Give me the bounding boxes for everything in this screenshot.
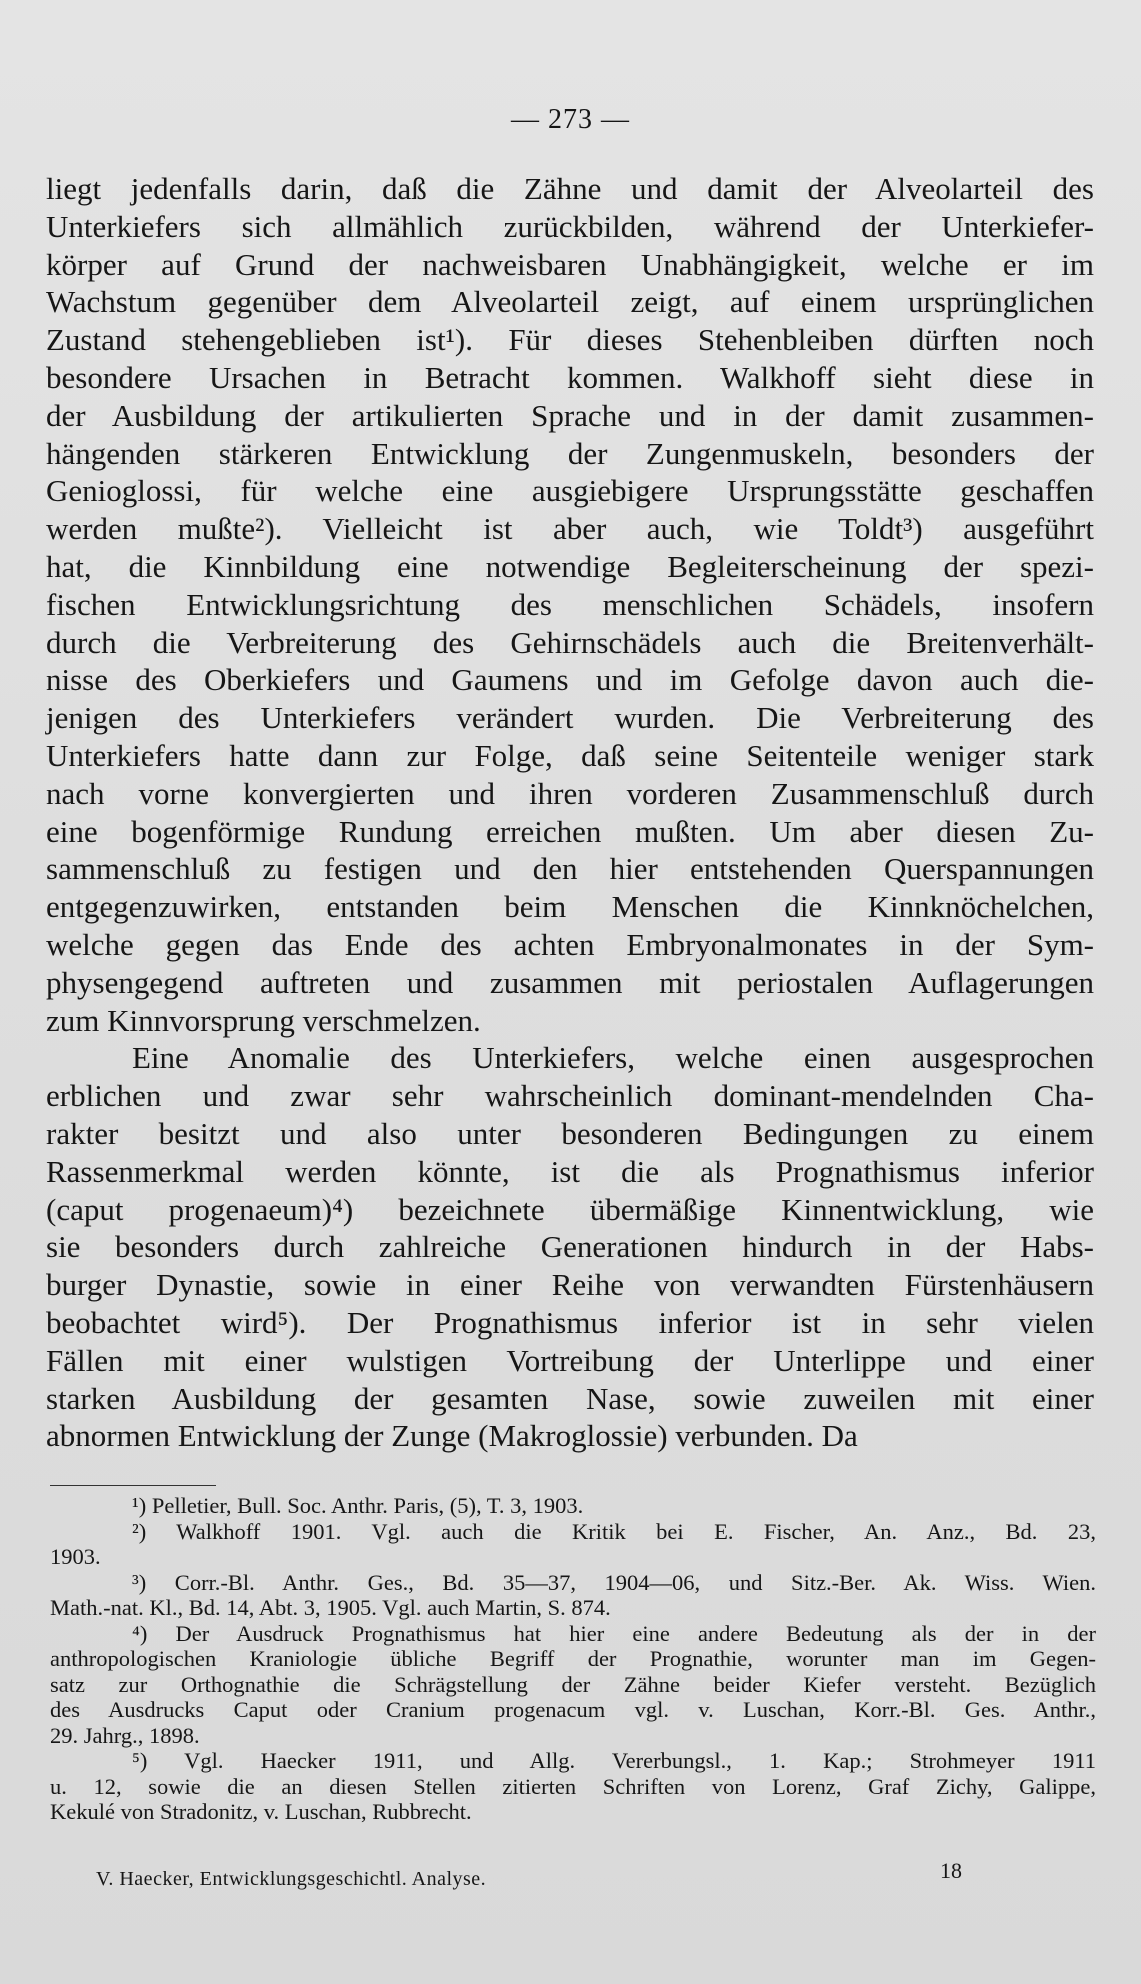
- paragraph-2: [46, 1039, 1094, 1455]
- p1-line: eine bogenförmige Rundung erreichen mußten. Um aber diesen Zu-: [46, 813, 1094, 849]
- footnote-line: ⁵) Vgl. Haecker 1911, und Allg. Vererbungsl., 1. Kap.; Strohmeyer 1911: [132, 1748, 1096, 1773]
- footnote-line: des Ausdrucks Caput oder Cranium progenacum vgl. v. Luschan, Korr.-Bl. Ges. Anthr.,: [50, 1697, 1096, 1722]
- footnote-rule: [50, 1485, 216, 1486]
- footnotes: [50, 1493, 1096, 1825]
- p1-line: nisse des Oberkiefers und Gaumens und im Gefolge davon auch die-: [46, 662, 1094, 698]
- footnote-line: u. 12, sowie die an diesen Stellen zitierten Schriften von Lorenz, Graf Zichy, Galippe,: [50, 1773, 1096, 1799]
- footnote-line: 1903.: [50, 1544, 101, 1569]
- p2-line: abnormen Entwicklung der Zunge (Makroglossie) verbunden. Da: [46, 1418, 858, 1454]
- footnote-line: Kekulé von Stradonitz, v. Luschan, Rubbrecht.: [50, 1799, 472, 1824]
- p2-line: erblichen und zwar sehr wahrscheinlich dominant-mendelnden Cha-: [46, 1078, 1094, 1114]
- p2-line: Eine Anomalie des Unterkiefers, welche einen ausgesprochen: [132, 1040, 1094, 1076]
- paragraph-1: [46, 170, 1094, 1039]
- footnote-line: ¹) Pelletier, Bull. Soc. Anthr. Paris, (5), T. 3, 1903.: [132, 1493, 584, 1518]
- p1-line: nach vorne konvergierten und ihren vorderen Zusammenschluß durch: [46, 775, 1094, 811]
- sheet-number: 18: [940, 1858, 962, 1883]
- signature-line: V. Haecker, Entwicklungsgeschichtl. Analyse.: [96, 1868, 487, 1890]
- p1-line: hat, die Kinnbildung eine notwendige Begleiterscheinung der spezi-: [46, 548, 1094, 584]
- p1-line: liegt jedenfalls darin, daß die Zähne und damit der Alveolarteil des: [46, 171, 1094, 206]
- p1-line: Unterkiefers hatte dann zur Folge, daß seine Seitenteile weniger stark: [46, 737, 1094, 773]
- body-text: [46, 170, 1094, 1455]
- footnote-line: satz zur Orthognathie die Schrägstellung der Zähne beider Kiefer versteht. Bezüglich: [50, 1671, 1096, 1697]
- p2-line: Rassenmerkmal werden könnte, ist die als Prognathismus inferior: [46, 1153, 1094, 1189]
- p1-line: Unterkiefers sich allmählich zurückbilden, während der Unterkiefer-: [46, 208, 1094, 244]
- p2-line: starken Ausbildung der gesamten Nase, sowie zuweilen mit einer: [46, 1380, 1094, 1416]
- page-number-header: — 273 —: [511, 104, 630, 135]
- footnote-line: anthropologischen Kraniologie übliche Begriff der Prognathie, worunter man im Gegen-: [50, 1646, 1096, 1671]
- p2-line: Fällen mit einer wulstigen Vortreibung der Unterlippe und einer: [46, 1342, 1094, 1378]
- p2-line: burger Dynastie, sowie in einer Reihe von verwandten Fürstenhäusern: [46, 1267, 1094, 1303]
- p1-line: Zustand stehengeblieben ist¹). Für dieses Stehenbleiben dürften noch: [46, 322, 1094, 358]
- p1-line: der Ausbildung der artikulierten Sprache und in der damit zusammen-: [46, 397, 1094, 433]
- p1-line: hängenden stärkeren Entwicklung der Zungenmuskeln, besonders der: [46, 435, 1094, 471]
- footnote-line: ³) Corr.-Bl. Anthr. Ges., Bd. 35—37, 1904—06, und Sitz.-Ber. Ak. Wiss. Wien.: [132, 1569, 1096, 1595]
- footnote-line: ²) Walkhoff 1901. Vgl. auch die Kritik bei E. Fischer, An. Anz., Bd. 23,: [132, 1518, 1096, 1544]
- footnote-line: ⁴) Der Ausdruck Prognathismus hat hier eine andere Bedeutung als der in der: [132, 1620, 1096, 1646]
- footnote-line: 29. Jahrg., 1898.: [50, 1722, 200, 1748]
- p2-line: (caput progenaeum)⁴) bezeichnete übermäßige Kinnentwicklung, wie: [46, 1191, 1094, 1227]
- p1-line: besondere Ursachen in Betracht kommen. Walkhoff sieht diese in: [46, 359, 1094, 395]
- p1-line: jenigen des Unterkiefers verändert wurden. Die Verbreiterung des: [46, 700, 1094, 736]
- p2-line: beobachtet wird⁵). Der Prognathismus inferior ist in sehr vielen: [46, 1304, 1094, 1340]
- p1-line: sammenschluß zu festigen und den hier entstehenden Querspannungen: [46, 851, 1094, 887]
- p1-line: fischen Entwicklungsrichtung des menschlichen Schädels, insofern: [46, 586, 1094, 622]
- footnote-line: Math.-nat. Kl., Bd. 14, Abt. 3, 1905. Vgl. auch Martin, S. 874.: [50, 1595, 611, 1620]
- p1-line: Genioglossi, für welche eine ausgiebigere Ursprungsstätte geschaffen: [46, 473, 1094, 509]
- p1-line: werden mußte²). Vielleicht ist aber auch, wie Toldt³) ausgeführt: [46, 511, 1094, 547]
- p2-line: sie besonders durch zahlreiche Generationen hindurch in der Habs-: [46, 1229, 1094, 1265]
- p1-line: durch die Verbreiterung des Gehirnschädels auch die Breitenverhält-: [46, 624, 1094, 660]
- p1-line: entgegenzuwirken, entstanden beim Menschen die Kinnknöchelchen,: [46, 889, 1094, 925]
- p1-line: zum Kinnvorsprung verschmelzen.: [46, 1002, 481, 1038]
- p1-line: Wachstum gegenüber dem Alveolarteil zeigt, auf einem ursprünglichen: [46, 284, 1094, 320]
- p1-line: physengegend auftreten und zusammen mit periostalen Auflagerungen: [46, 964, 1094, 1000]
- p2-line: rakter besitzt und also unter besonderen Bedingungen zu einem: [46, 1115, 1094, 1151]
- p1-line: welche gegen das Ende des achten Embryonalmonates in der Sym-: [46, 926, 1094, 962]
- p1-line: körper auf Grund der nachweisbaren Unabhängigkeit, welche er im: [46, 246, 1094, 282]
